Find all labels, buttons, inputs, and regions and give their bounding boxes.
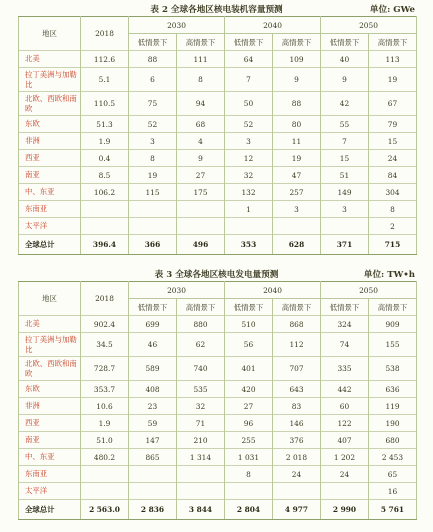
forecast-cell: 119 — [369, 398, 417, 415]
table-row — [19, 466, 417, 483]
region-cell: 东欧 — [19, 116, 81, 133]
header-year: 2050 — [321, 17, 417, 34]
forecast-cell: 60 — [321, 398, 369, 415]
header-high-scenario: 高情景下 — [177, 299, 225, 316]
table-row — [19, 218, 417, 235]
forecast-cell: 56 — [225, 333, 273, 357]
table3-title: 表 3 全球各地区核电发电量预测 — [154, 270, 279, 280]
table3-caption — [0, 267, 433, 281]
forecast-cell: 27 — [225, 398, 273, 415]
forecast-cell: 643 — [273, 381, 321, 398]
forecast-cell: 7 — [321, 133, 369, 150]
forecast-cell — [225, 483, 273, 500]
base-value-cell: 1.9 — [81, 415, 129, 432]
forecast-cell: 1 314 — [177, 449, 225, 466]
table-row — [19, 432, 417, 449]
forecast-cell: 19 — [273, 150, 321, 167]
header-low-scenario: 低情景下 — [321, 299, 369, 316]
base-value-cell — [81, 466, 129, 483]
forecast-cell — [129, 483, 177, 500]
header-low-scenario: 低情景下 — [321, 34, 369, 51]
forecast-cell: 740 — [177, 357, 225, 381]
table-row — [19, 381, 417, 398]
forecast-cell: 535 — [177, 381, 225, 398]
table-row — [19, 133, 417, 150]
forecast-cell: 27 — [177, 167, 225, 184]
table-row — [19, 150, 417, 167]
forecast-cell: 2 — [369, 218, 417, 235]
forecast-cell: 9 — [177, 150, 225, 167]
forecast-cell: 699 — [129, 316, 177, 333]
table-row — [19, 184, 417, 201]
header-high-scenario: 高情景下 — [369, 34, 417, 51]
forecast-cell: 3 — [129, 133, 177, 150]
forecast-cell: 510 — [225, 316, 273, 333]
forecast-cell: 122 — [321, 415, 369, 432]
base-value-cell: 480.2 — [81, 449, 129, 466]
total-forecast-cell: 628 — [273, 235, 321, 255]
header-year: 2040 — [225, 17, 321, 34]
header-row-years — [19, 17, 417, 34]
header-high-scenario: 高情景下 — [273, 34, 321, 51]
forecast-cell: 40 — [321, 51, 369, 68]
forecast-cell: 147 — [129, 432, 177, 449]
base-value-cell: 728.7 — [81, 357, 129, 381]
region-cell: 拉丁美洲与加勒比 — [19, 333, 81, 357]
forecast-cell: 3 — [273, 201, 321, 218]
total-forecast-cell: 366 — [129, 235, 177, 255]
base-value-cell: 1.9 — [81, 133, 129, 150]
forecast-cell: 7 — [225, 68, 273, 92]
total-forecast-cell: 2 804 — [225, 500, 273, 520]
total-forecast-cell: 4 977 — [273, 500, 321, 520]
forecast-cell: 9 — [321, 68, 369, 92]
forecast-cell: 24 — [273, 466, 321, 483]
header-high-scenario: 高情景下 — [273, 299, 321, 316]
forecast-cell — [129, 218, 177, 235]
forecast-cell: 680 — [369, 432, 417, 449]
table2 — [18, 16, 417, 255]
total-forecast-cell: 2 836 — [129, 500, 177, 520]
base-value-cell: 106.2 — [81, 184, 129, 201]
header-year: 2030 — [129, 282, 225, 299]
region-cell: 太平洋 — [19, 483, 81, 500]
forecast-cell: 62 — [177, 333, 225, 357]
forecast-cell: 132 — [225, 184, 273, 201]
forecast-cell: 115 — [129, 184, 177, 201]
forecast-cell: 420 — [225, 381, 273, 398]
table2-caption — [0, 2, 433, 16]
forecast-cell: 865 — [129, 449, 177, 466]
forecast-cell: 8 — [129, 150, 177, 167]
base-value-cell: 10.6 — [81, 398, 129, 415]
table-row — [19, 116, 417, 133]
forecast-cell: 3 — [225, 133, 273, 150]
forecast-cell: 255 — [225, 432, 273, 449]
table2-title: 表 2 全球各地区核电装机容量预测 — [150, 5, 283, 15]
forecast-cell: 50 — [225, 92, 273, 116]
table2-unit: 单位: GWe — [369, 5, 415, 15]
table3 — [18, 281, 417, 520]
forecast-cell: 32 — [225, 167, 273, 184]
region-cell: 北美 — [19, 316, 81, 333]
header-low-scenario: 低情景下 — [225, 34, 273, 51]
base-value-cell: 0.4 — [81, 150, 129, 167]
forecast-cell: 23 — [129, 398, 177, 415]
header-low-scenario: 低情景下 — [129, 299, 177, 316]
forecast-cell: 146 — [273, 415, 321, 432]
table-row — [19, 68, 417, 92]
base-value-cell: 112.6 — [81, 51, 129, 68]
forecast-cell: 155 — [369, 333, 417, 357]
header-region: 地区 — [19, 17, 81, 51]
table-row — [19, 483, 417, 500]
region-cell: 非洲 — [19, 398, 81, 415]
forecast-cell: 401 — [225, 357, 273, 381]
table-row — [19, 449, 417, 466]
total-forecast-cell: 371 — [321, 235, 369, 255]
total-label: 全球总计 — [19, 235, 81, 255]
region-cell: 北欧、西欧和南欧 — [19, 92, 81, 116]
total-row — [19, 500, 417, 520]
region-cell: 南亚 — [19, 432, 81, 449]
forecast-cell: 64 — [225, 51, 273, 68]
forecast-cell: 1 031 — [225, 449, 273, 466]
header-year: 2040 — [225, 282, 321, 299]
forecast-cell: 109 — [273, 51, 321, 68]
forecast-cell — [129, 466, 177, 483]
forecast-cell: 112 — [273, 333, 321, 357]
forecast-cell: 75 — [129, 92, 177, 116]
forecast-cell: 8 — [177, 68, 225, 92]
table-row — [19, 357, 417, 381]
forecast-cell: 65 — [369, 466, 417, 483]
forecast-cell: 80 — [273, 116, 321, 133]
total-forecast-cell: 2 990 — [321, 500, 369, 520]
table-row — [19, 316, 417, 333]
total-base-cell: 396.4 — [81, 235, 129, 255]
forecast-cell: 16 — [369, 483, 417, 500]
forecast-cell: 32 — [177, 398, 225, 415]
forecast-cell: 149 — [321, 184, 369, 201]
forecast-cell: 408 — [129, 381, 177, 398]
forecast-cell: 94 — [177, 92, 225, 116]
forecast-cell: 59 — [129, 415, 177, 432]
forecast-cell: 52 — [225, 116, 273, 133]
region-cell: 中、东亚 — [19, 449, 81, 466]
forecast-cell: 909 — [369, 316, 417, 333]
forecast-cell: 868 — [273, 316, 321, 333]
forecast-cell: 376 — [273, 432, 321, 449]
forecast-cell: 74 — [321, 333, 369, 357]
forecast-cell: 538 — [369, 357, 417, 381]
forecast-cell — [273, 483, 321, 500]
forecast-cell: 113 — [369, 51, 417, 68]
forecast-cell: 2 453 — [369, 449, 417, 466]
forecast-cell: 24 — [369, 150, 417, 167]
forecast-cell: 68 — [177, 116, 225, 133]
region-cell: 非洲 — [19, 133, 81, 150]
total-base-cell: 2 563.0 — [81, 500, 129, 520]
base-value-cell: 34.5 — [81, 333, 129, 357]
forecast-cell: 51 — [321, 167, 369, 184]
forecast-cell: 111 — [177, 51, 225, 68]
forecast-cell: 19 — [369, 68, 417, 92]
header-high-scenario: 高情景下 — [369, 299, 417, 316]
forecast-cell: 71 — [177, 415, 225, 432]
forecast-cell — [129, 201, 177, 218]
region-cell: 西亚 — [19, 415, 81, 432]
base-value-cell: 51.0 — [81, 432, 129, 449]
forecast-cell: 210 — [177, 432, 225, 449]
region-cell: 东欧 — [19, 381, 81, 398]
forecast-cell: 880 — [177, 316, 225, 333]
forecast-cell: 83 — [273, 398, 321, 415]
forecast-cell: 8 — [369, 201, 417, 218]
forecast-cell: 96 — [225, 415, 273, 432]
base-value-cell: 8.5 — [81, 167, 129, 184]
region-cell: 北欧、西欧和南欧 — [19, 357, 81, 381]
forecast-cell — [177, 201, 225, 218]
total-forecast-cell: 5 761 — [369, 500, 417, 520]
forecast-cell — [177, 483, 225, 500]
region-cell: 太平洋 — [19, 218, 81, 235]
forecast-cell: 15 — [369, 133, 417, 150]
table-row — [19, 167, 417, 184]
forecast-cell: 24 — [321, 466, 369, 483]
forecast-cell — [273, 218, 321, 235]
total-forecast-cell: 353 — [225, 235, 273, 255]
base-value-cell — [81, 218, 129, 235]
region-cell: 北美 — [19, 51, 81, 68]
forecast-cell: 190 — [369, 415, 417, 432]
forecast-cell: 4 — [177, 133, 225, 150]
forecast-cell: 47 — [273, 167, 321, 184]
forecast-cell — [177, 466, 225, 483]
forecast-cell: 257 — [273, 184, 321, 201]
forecast-cell: 12 — [225, 150, 273, 167]
forecast-cell — [321, 483, 369, 500]
forecast-cell: 324 — [321, 316, 369, 333]
base-value-cell — [81, 483, 129, 500]
header-year: 2030 — [129, 17, 225, 34]
table-row — [19, 51, 417, 68]
forecast-cell: 1 202 — [321, 449, 369, 466]
region-cell: 东南亚 — [19, 466, 81, 483]
forecast-cell: 1 — [225, 201, 273, 218]
header-region: 地区 — [19, 282, 81, 316]
forecast-cell: 335 — [321, 357, 369, 381]
forecast-cell — [177, 218, 225, 235]
total-forecast-cell: 715 — [369, 235, 417, 255]
region-cell: 东南亚 — [19, 201, 81, 218]
base-value-cell: 5.1 — [81, 68, 129, 92]
forecast-cell: 2 018 — [273, 449, 321, 466]
region-cell: 南亚 — [19, 167, 81, 184]
table-row — [19, 398, 417, 415]
table3-unit: 单位: TW•h — [363, 270, 415, 280]
forecast-cell: 84 — [369, 167, 417, 184]
forecast-cell: 46 — [129, 333, 177, 357]
forecast-cell: 9 — [273, 68, 321, 92]
forecast-cell: 67 — [369, 92, 417, 116]
region-cell: 中、东亚 — [19, 184, 81, 201]
forecast-cell — [321, 218, 369, 235]
forecast-cell: 55 — [321, 116, 369, 133]
forecast-cell: 15 — [321, 150, 369, 167]
header-base-year: 2018 — [81, 17, 129, 51]
forecast-cell: 79 — [369, 116, 417, 133]
forecast-cell: 88 — [129, 51, 177, 68]
base-value-cell — [81, 201, 129, 218]
forecast-cell: 636 — [369, 381, 417, 398]
total-label: 全球总计 — [19, 500, 81, 520]
region-cell: 西亚 — [19, 150, 81, 167]
forecast-cell: 175 — [177, 184, 225, 201]
base-value-cell: 110.5 — [81, 92, 129, 116]
forecast-cell: 19 — [129, 167, 177, 184]
header-year: 2050 — [321, 282, 417, 299]
header-base-year: 2018 — [81, 282, 129, 316]
forecast-cell: 589 — [129, 357, 177, 381]
forecast-cell: 52 — [129, 116, 177, 133]
forecast-cell: 42 — [321, 92, 369, 116]
base-value-cell: 353.7 — [81, 381, 129, 398]
total-forecast-cell: 496 — [177, 235, 225, 255]
table-row — [19, 201, 417, 218]
header-low-scenario: 低情景下 — [225, 299, 273, 316]
forecast-cell: 304 — [369, 184, 417, 201]
forecast-cell: 11 — [273, 133, 321, 150]
forecast-cell: 707 — [273, 357, 321, 381]
header-high-scenario: 高情景下 — [177, 34, 225, 51]
forecast-cell: 442 — [321, 381, 369, 398]
total-row — [19, 235, 417, 255]
table-row — [19, 415, 417, 432]
base-value-cell: 51.3 — [81, 116, 129, 133]
forecast-cell: 3 — [321, 201, 369, 218]
forecast-cell — [225, 218, 273, 235]
table-row — [19, 333, 417, 357]
table-row — [19, 92, 417, 116]
header-row-years — [19, 282, 417, 299]
base-value-cell: 902.4 — [81, 316, 129, 333]
forecast-cell: 6 — [129, 68, 177, 92]
forecast-cell: 8 — [225, 466, 273, 483]
total-forecast-cell: 3 844 — [177, 500, 225, 520]
forecast-cell: 407 — [321, 432, 369, 449]
header-low-scenario: 低情景下 — [129, 34, 177, 51]
region-cell: 拉丁美洲与加勒比 — [19, 68, 81, 92]
forecast-cell: 88 — [273, 92, 321, 116]
